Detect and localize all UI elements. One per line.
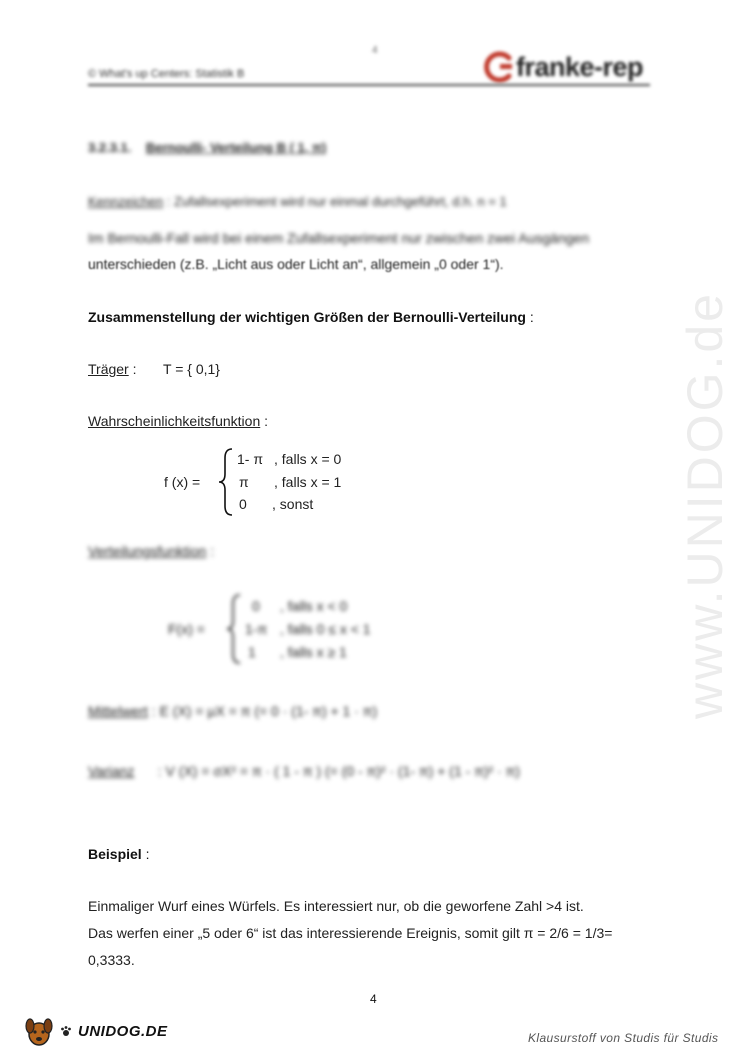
vf-left-brace [225,592,243,666]
vf-case-3-cond: , falls x ≥ 1 [280,644,347,660]
vf-colon: : [206,543,215,559]
vf-label: Verteilungsfunktion [88,543,207,559]
section-number: 3.2.3.1. [88,140,132,155]
footer-slogan: Klausurstoff von Studis für Studis [528,1031,719,1045]
wf-case-1-cond: , falls x = 0 [274,451,342,467]
varianz-label: Varianz [88,763,135,779]
beispiel-line-3: 0,3333. [88,952,135,968]
summary-heading: Zusammenstellung der wichtigen Größen der Bernoulli-Verteilung [88,309,526,325]
franke-rep-logo [482,48,643,86]
paw-icon [60,1025,72,1037]
vf-lhs: F(x) = [168,621,205,637]
logo-c-icon [482,50,516,84]
summary-colon: : [525,309,534,325]
traeger-label: Träger [88,361,129,377]
vf-case-1-value: 0 [252,598,260,614]
vf-case-2-cond: , falls 0 ≤ x < 1 [280,621,371,637]
header-left-text: © What's up Centers: Statistik B [88,68,245,80]
beispiel-line-2: Das werfen einer „5 oder 6“ ist das interessierende Ereignis, somit gilt π = 2/6 = 1/3= [88,925,613,941]
dog-icon [24,1014,54,1048]
wf-case-3-value: 0 [239,496,247,512]
summary-heading-line [88,309,534,325]
wf-line [88,413,268,429]
beispiel-heading-line [88,846,149,862]
traeger-value: T = { 0,1} [163,361,220,377]
traeger-line [88,361,137,377]
wf-left-brace [217,446,235,518]
intro-line-1: Im Bernoulli-Fall wird bei einem Zufallsexperiment nur zwischen zwei Ausgängen [88,230,590,246]
wf-case-1-value: 1- π [237,451,263,467]
kennzeichen-text: : Zufallsexperiment wird nur einmal durchgeführt, d.h. n = 1 [166,194,507,209]
wf-lhs: f (x) = [164,474,201,490]
beispiel-label: Beispiel [88,846,142,862]
vf-case-2-value: 1-π [245,621,268,637]
top-page-mark: 4 [372,45,378,56]
wf-case-2-value: π [239,474,249,490]
wf-case-2-cond: , falls x = 1 [274,474,342,490]
kennzeichen-line [88,194,507,209]
section-heading [88,140,326,155]
traeger-colon: : [128,361,137,377]
mittelwert-formula: : E (X) = μX = π (= 0 · (1- π) + 1 · π) [151,703,378,719]
varianz-formula: : V (X) = σX² = π · ( 1 - π ) (= (0 - π)² · (1- π) + (1 - π)² · π) [157,763,520,779]
vf-case-3-value: 1 [248,644,256,660]
logo-text: franke-rep [516,51,644,82]
vf-case-1-cond: , falls x < 0 [280,598,348,614]
mittelwert-line [88,703,377,719]
mittelwert-label: Mittelwert [88,703,148,719]
unidog-logo [24,1014,168,1048]
vf-line [88,543,214,559]
header-rule [88,84,650,86]
section-title: Bernoulli- Verteilung B ( 1, π) [145,140,327,155]
wf-colon: : [260,413,269,429]
intro-line-2: unterschieden (z.B. „Licht aus oder Licht an“, allgemein „0 oder 1“). [88,256,504,272]
beispiel-line-1: Einmaliger Wurf eines Würfels. Es interessiert nur, ob die geworfene Zahl >4 ist. [88,898,584,914]
wf-case-3-cond: , sonst [272,496,314,512]
unidog-logo-text: UNIDOG.DE [78,1022,168,1040]
wf-label: Wahrscheinlichkeitsfunktion [88,413,261,429]
kennzeichen-label: Kennzeichen [88,194,164,209]
page-number: 4 [370,992,377,1006]
beispiel-colon: : [141,846,150,862]
varianz-line [88,763,520,779]
watermark: www.UNIDOG.de [677,291,733,719]
